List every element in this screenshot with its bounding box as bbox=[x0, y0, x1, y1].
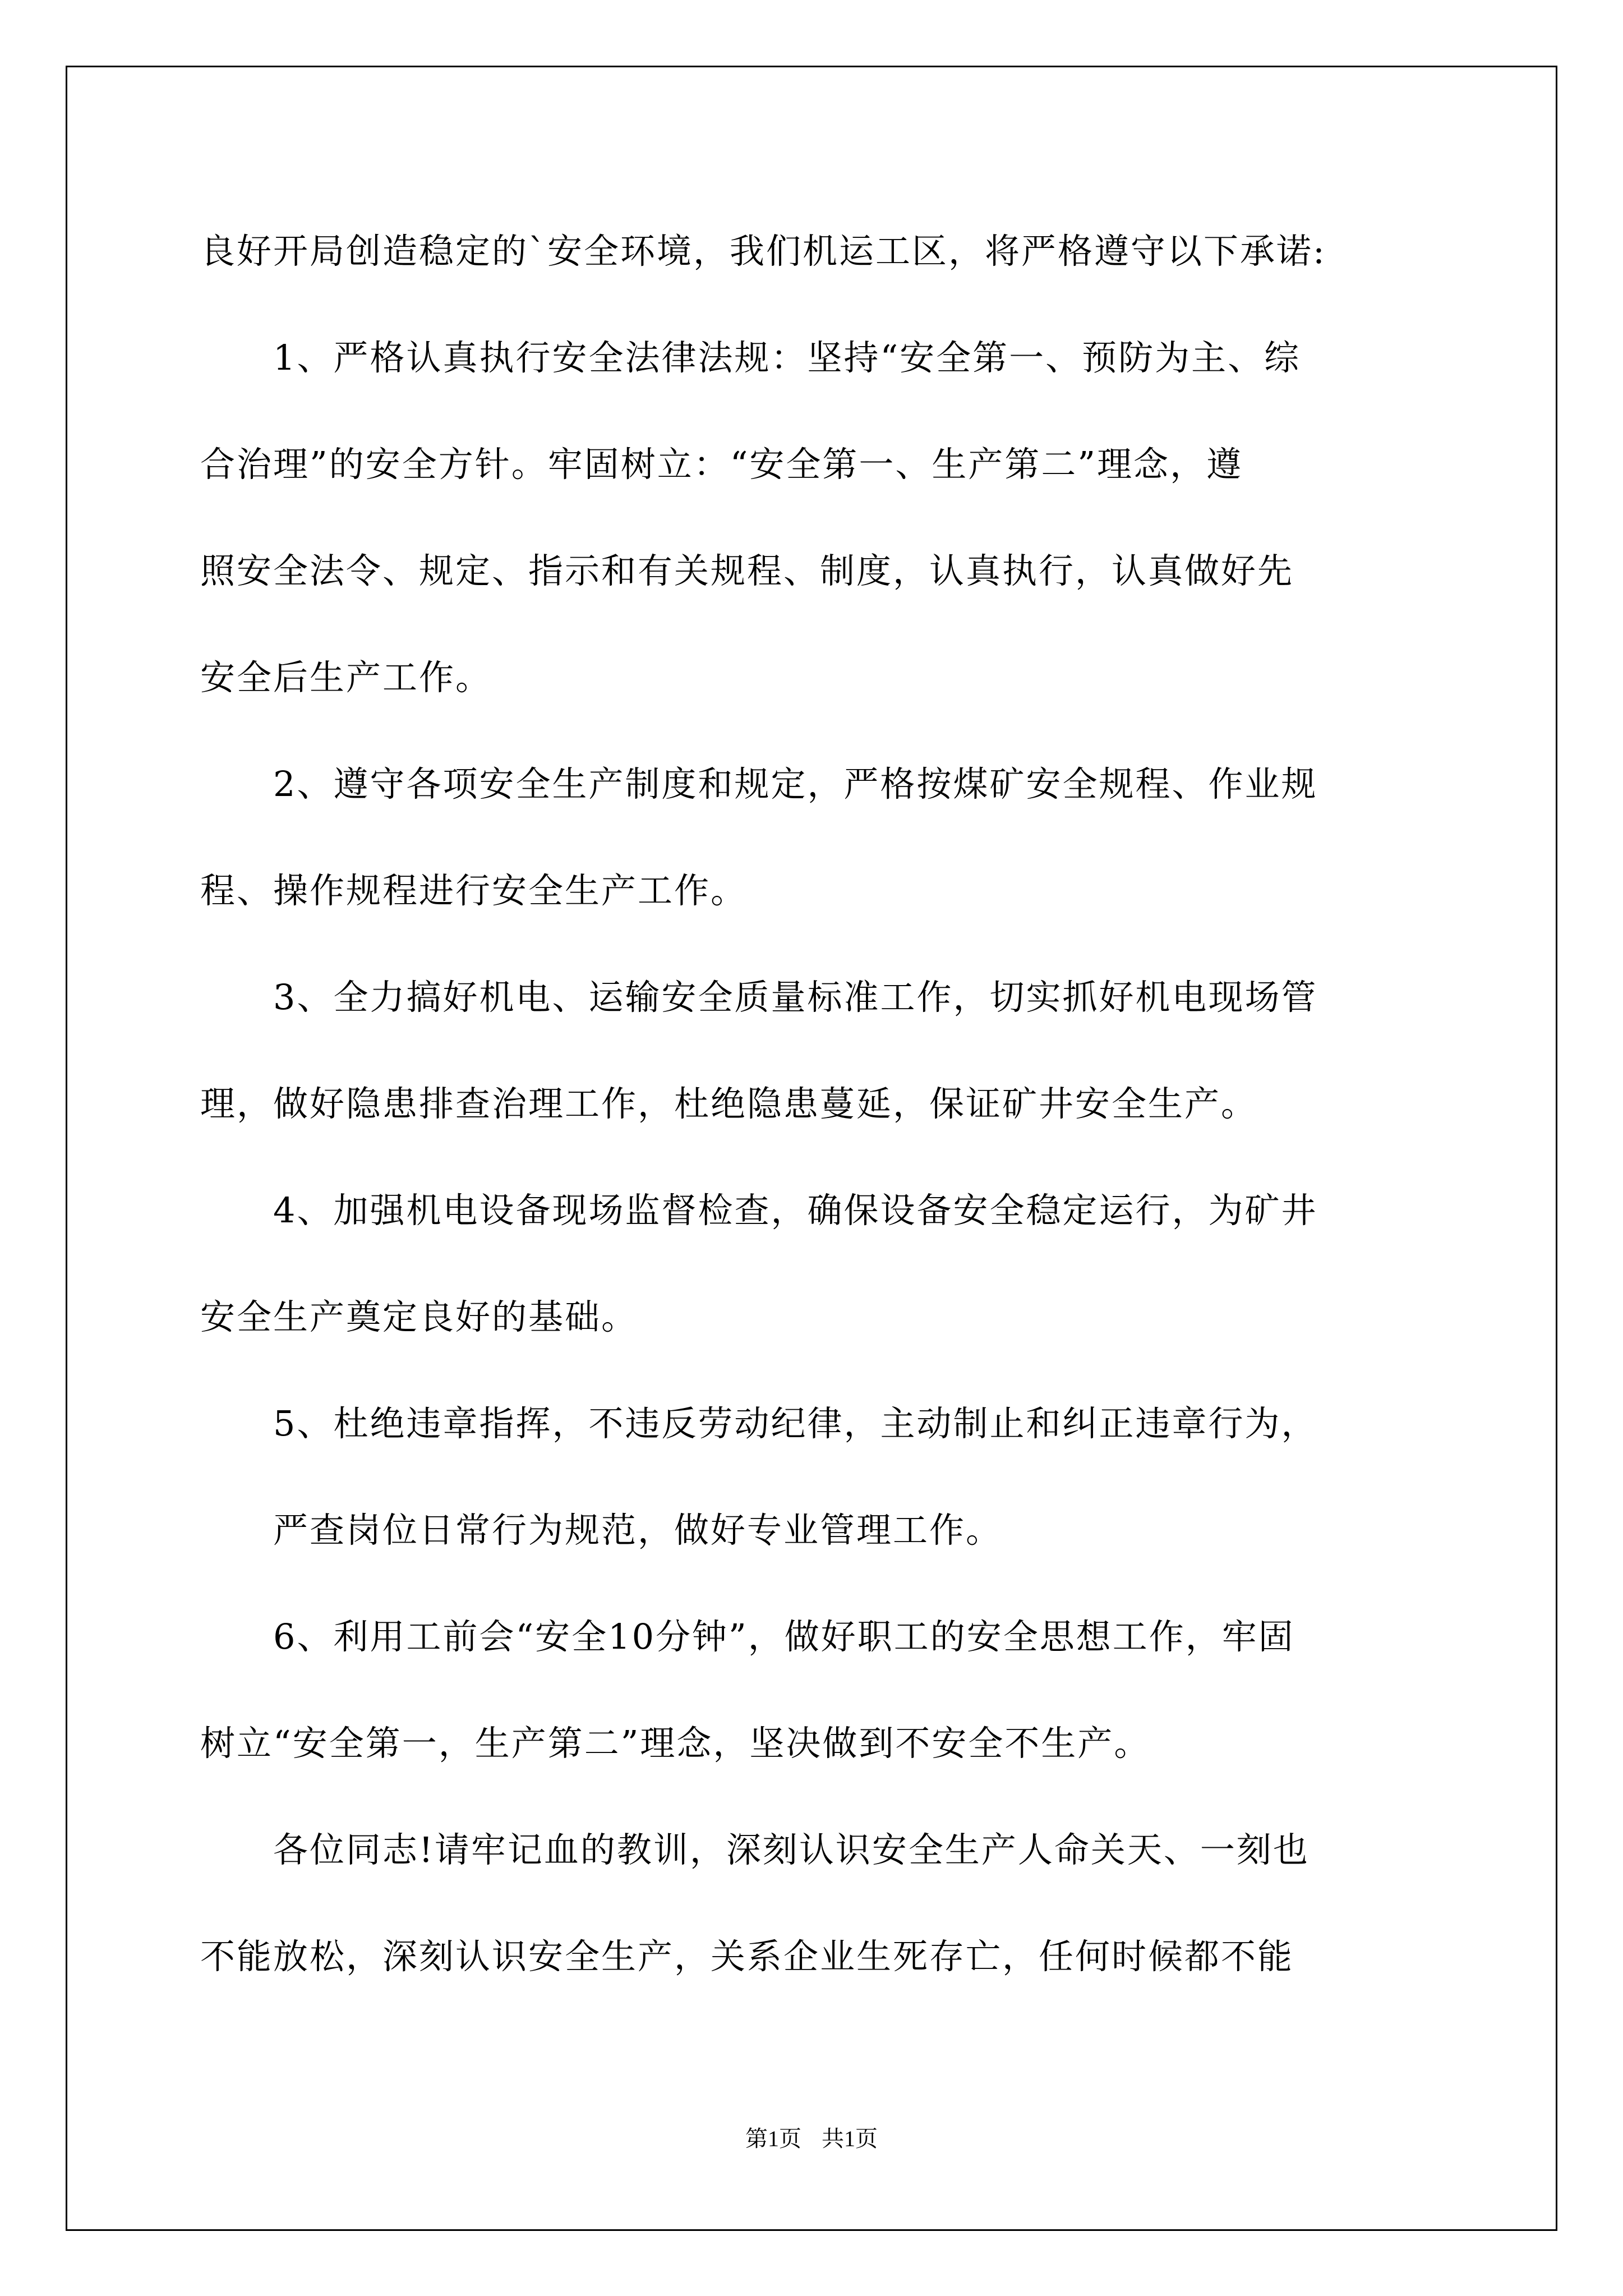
text-line: 6、利用工前会“安全10分钟”，做好职工的安全思想工作，牢固 bbox=[273, 1616, 1295, 1657]
text-line: 3、全力搞好机电、运输安全质量标准工作，切实抓好机电现场管 bbox=[273, 977, 1318, 1018]
text-line: 树立“安全第一，生产第二”理念，坚决做到不安全不生产。 bbox=[200, 1723, 1151, 1764]
page-total: 共1页 bbox=[822, 2126, 878, 2151]
document-body bbox=[200, 218, 1434, 2030]
page-number: 第1页 bbox=[745, 2126, 801, 2151]
text-line: 4、加强机电设备现场监督检查，确保设备安全稳定运行，为矿井 bbox=[273, 1190, 1318, 1231]
text-line: 2、遵守各项安全生产制度和规定，严格按煤矿安全规程、作业规 bbox=[273, 763, 1318, 804]
text-line: 程、操作规程进行安全生产工作。 bbox=[200, 870, 748, 911]
text-line: 5、杜绝违章指挥，不违反劳动纪律，主动制止和纠正违章行为， bbox=[273, 1403, 1318, 1444]
text-line: 合治理”的安全方针。牢固树立：“安全第一、生产第二”理念，遵 bbox=[200, 444, 1243, 485]
text-line: 严查岗位日常行为规范，做好专业管理工作。 bbox=[273, 1510, 1003, 1550]
text-line: 理，做好隐患排查治理工作，杜绝隐患蔓延，保证矿井安全生产。 bbox=[200, 1083, 1258, 1124]
text-line: 各位同志!请牢记血的教训，深刻认识安全生产人命关天、一刻也 bbox=[273, 1829, 1310, 1870]
text-line: 照安全法令、规定、指示和有关规程、制度，认真执行，认真做好先 bbox=[200, 550, 1294, 591]
text-line: 安全后生产工作。 bbox=[200, 657, 492, 698]
page-footer bbox=[0, 2125, 1623, 2153]
text-line: 1、严格认真执行安全法律法规：坚持“安全第一、预防为主、综 bbox=[273, 337, 1301, 378]
text-line: 安全生产奠定良好的基础。 bbox=[200, 1296, 638, 1337]
text-line: 良好开局创造稳定的`安全环境，我们机运工区，将严格遵守以下承诺: bbox=[200, 231, 1326, 272]
text-line: 不能放松，深刻认识安全生产，关系企业生死存亡，任何时候都不能 bbox=[200, 1936, 1294, 1977]
